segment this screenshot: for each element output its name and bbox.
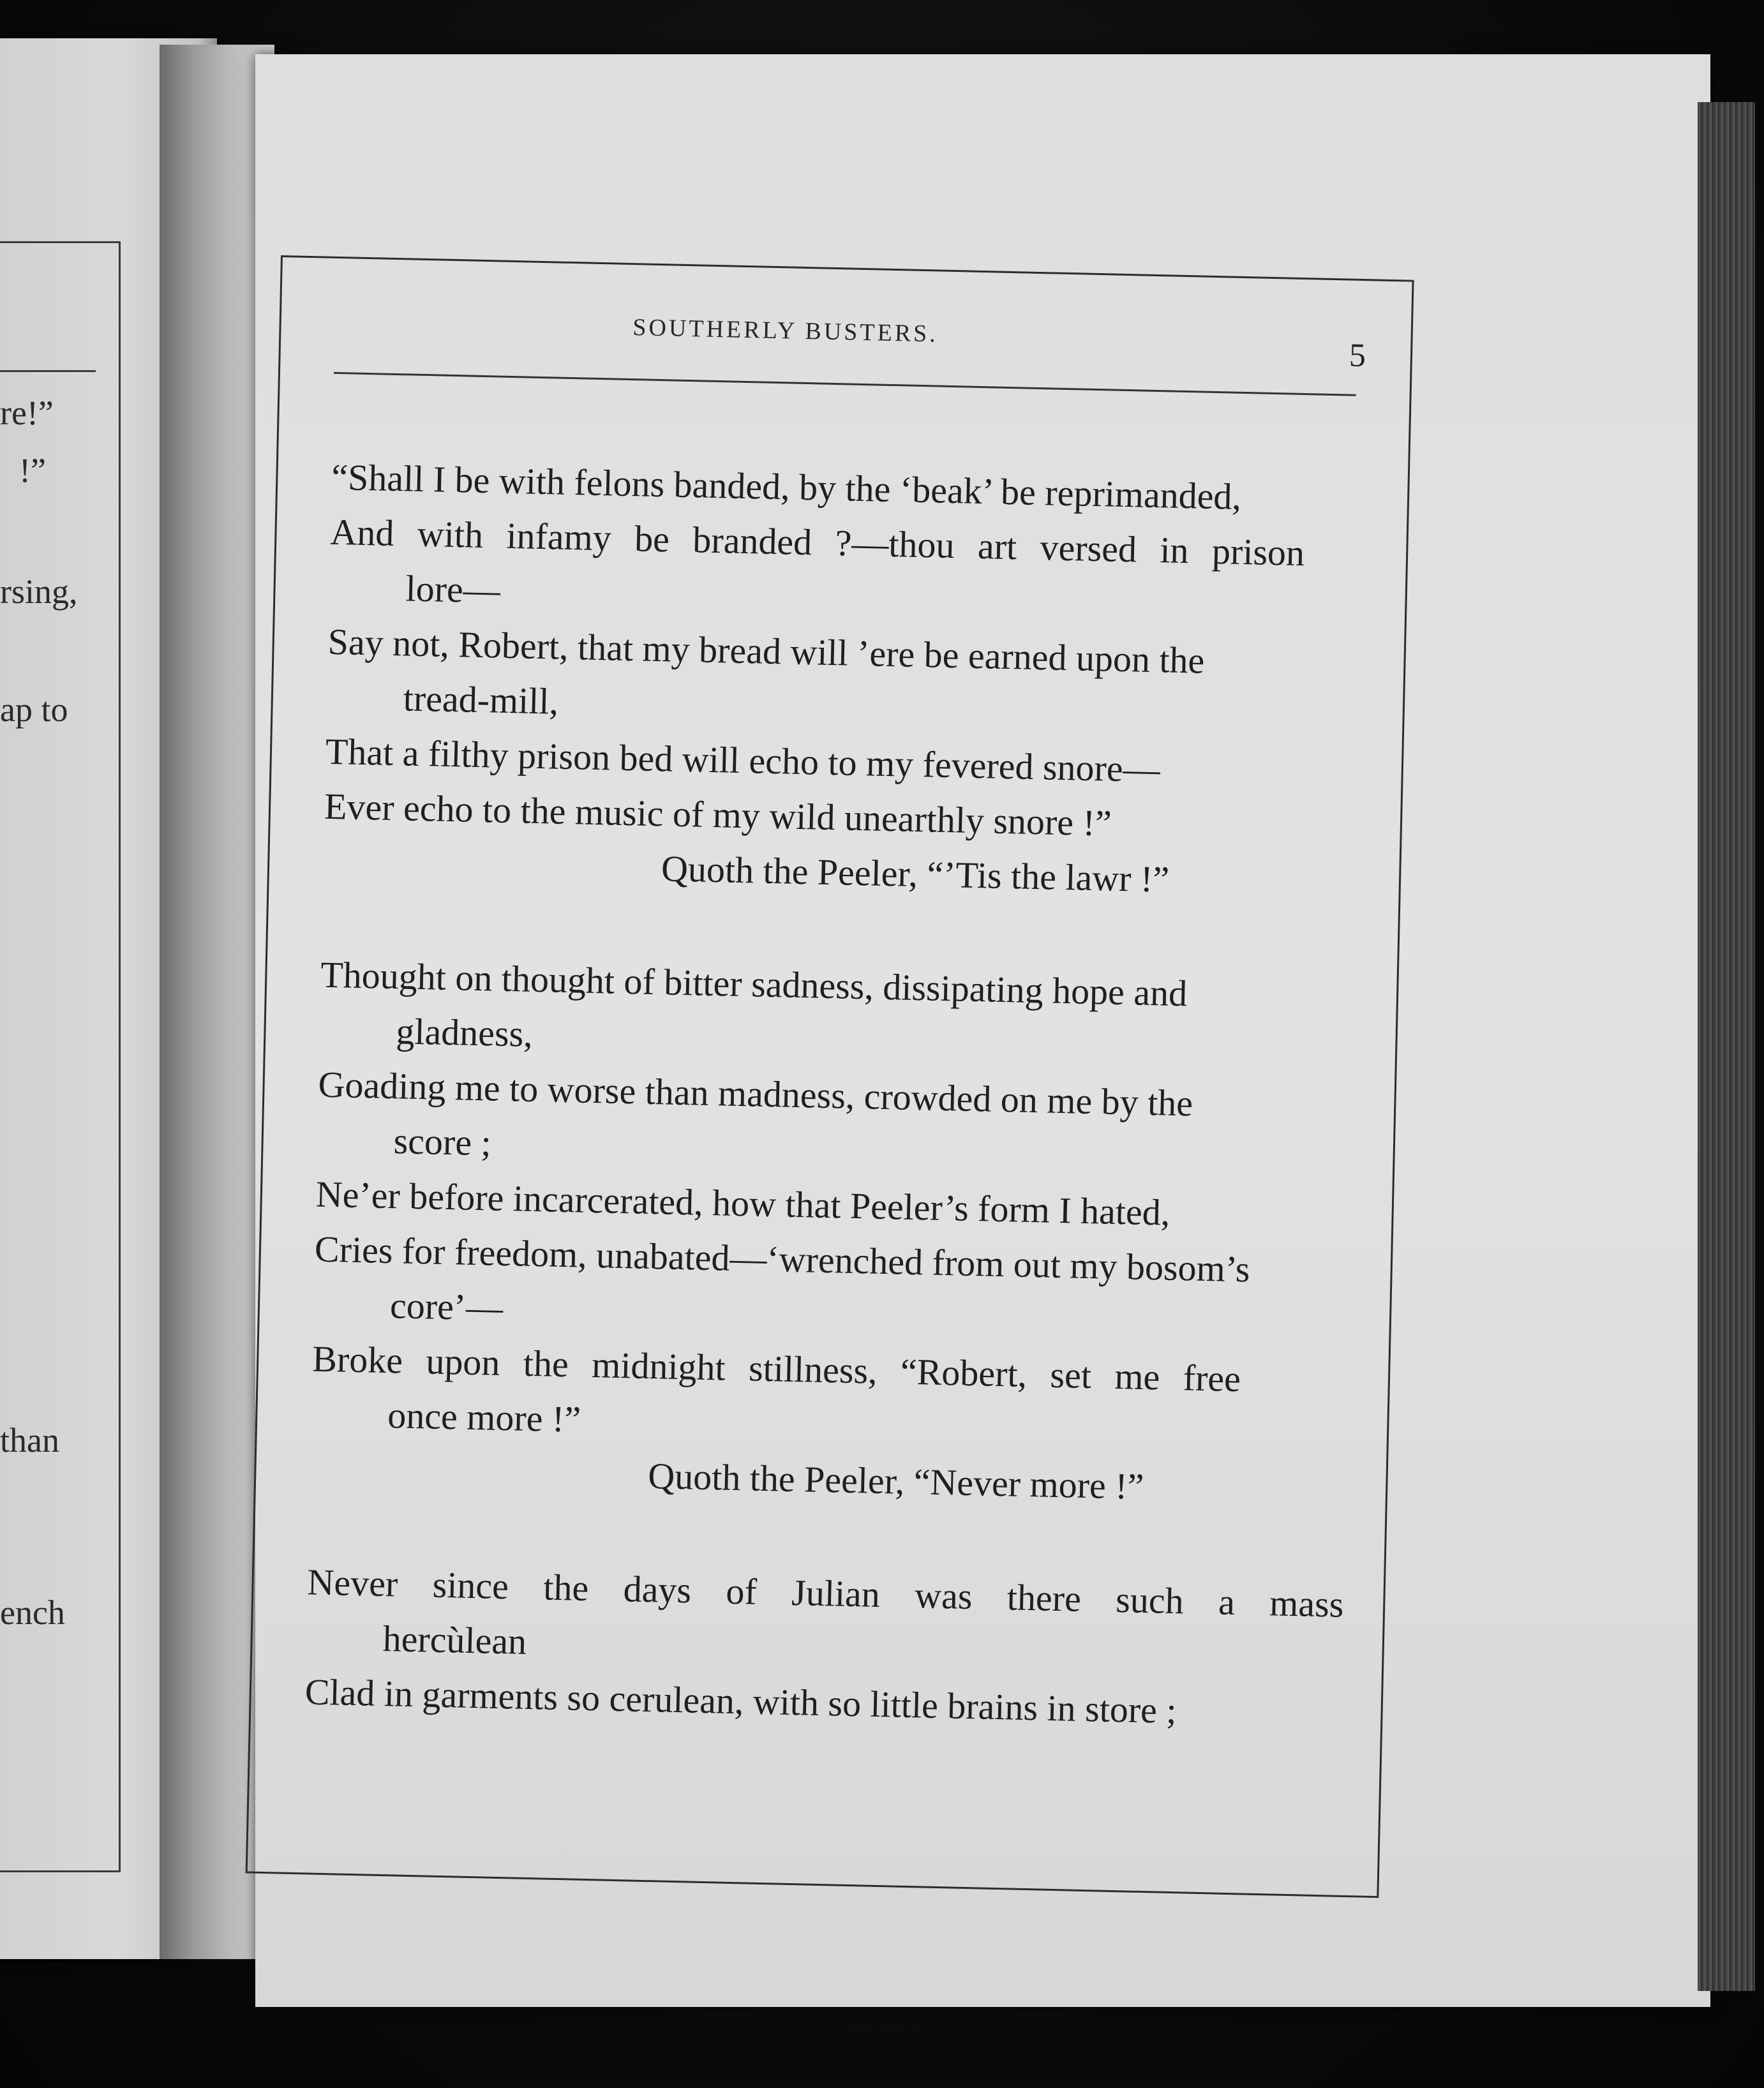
left-page-fragment: than bbox=[0, 1421, 59, 1459]
refrain-line: Quoth the Peeler, “Never more !” bbox=[647, 1455, 1145, 1507]
poem-line: And with infamy be branded ?—thou art versed in prison bbox=[329, 511, 1305, 574]
poem-line-continuation: lore— bbox=[405, 567, 501, 611]
poem-line: Ne’er before incarcerated, how that Peeler’s form I hated, bbox=[315, 1173, 1171, 1234]
poem-line-continuation: score ; bbox=[393, 1120, 492, 1164]
poem-line: Clad in garments so cerulean, with so little brains in store ; bbox=[304, 1671, 1177, 1732]
poem-line: Never since the days of Julian was there such a mass bbox=[306, 1561, 1345, 1625]
poem-line: Cries for freedom, unabated—‘wrenched from out my bosom’s bbox=[314, 1228, 1251, 1290]
stanza bbox=[304, 1555, 1354, 1742]
left-page-fragment: ap to bbox=[0, 690, 68, 729]
left-page-fragment: ench bbox=[0, 1593, 65, 1632]
poem-line-continuation: gladness, bbox=[395, 1010, 534, 1055]
poem-line: Ever echo to the music of my wild unearthly snore !” bbox=[324, 785, 1112, 844]
poem-line: “Shall I be with felons banded, by the ‘beak’ be reprimanded, bbox=[331, 456, 1242, 518]
poem-line-continuation: once more !” bbox=[387, 1394, 581, 1440]
header-rule bbox=[334, 372, 1356, 396]
stanza bbox=[322, 450, 1379, 912]
refrain-line: Quoth the Peeler, “’Tis the lawr !” bbox=[661, 847, 1170, 900]
left-page-fragment: rsing, bbox=[0, 572, 78, 611]
page-frame bbox=[246, 255, 1414, 1898]
running-header: SOUTHERLY BUSTERS. bbox=[632, 314, 939, 348]
left-page-fragment: re!” bbox=[0, 394, 54, 432]
stanza bbox=[310, 948, 1368, 1519]
poem-line: Goading me to worse than madness, crowded on me by the bbox=[317, 1063, 1193, 1124]
poem-body bbox=[304, 450, 1379, 1742]
poem-line-continuation: core’— bbox=[389, 1285, 504, 1329]
poem-line: Say not, Robert, that my bread will ’ere be earned upon the bbox=[327, 620, 1206, 682]
poem-line: That a filthy prison bed will echo to my fevered snore— bbox=[325, 730, 1161, 791]
poem-line: Thought on thought of bitter sadness, dissipating hope and bbox=[320, 953, 1188, 1015]
poem-line-continuation: tread-mill, bbox=[403, 677, 559, 722]
poem-line-continuation: hercùlean bbox=[382, 1618, 527, 1662]
left-page-header-rule bbox=[0, 370, 96, 372]
poem-line: Broke upon the midnight stillness, “Robert, set me free bbox=[311, 1338, 1241, 1400]
page-number: 5 bbox=[1349, 337, 1366, 375]
left-page-fragment: !” bbox=[19, 451, 46, 489]
page-edge bbox=[1698, 102, 1755, 1991]
